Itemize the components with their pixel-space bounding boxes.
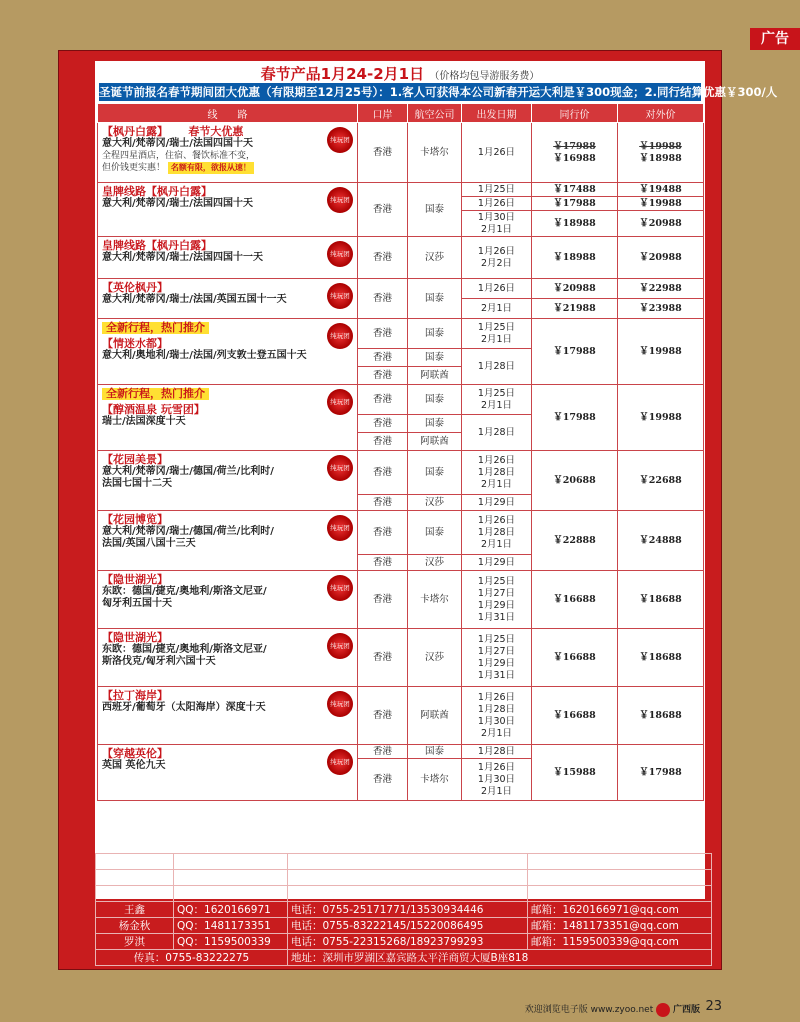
- port-cell: 香港: [358, 385, 408, 415]
- subtitle-text: （价格均包导游服务费）: [429, 71, 540, 82]
- route-name: 皇牌线路【枫丹白露】: [102, 185, 212, 198]
- date-line: 1月28日: [477, 526, 516, 538]
- table-row: [98, 687, 704, 745]
- contact-tel: 电话：0755-22315268/18923799293: [288, 934, 528, 950]
- trade-price-cell: ￥16688: [532, 687, 618, 745]
- date-line: 1月27日: [477, 645, 516, 657]
- date-line: 1月25日: [477, 575, 516, 587]
- route-cell: [98, 451, 358, 511]
- date-cell: 1月26日: [462, 123, 532, 183]
- date-cell: [462, 211, 532, 237]
- airline-cell: 国泰: [408, 451, 462, 495]
- site-text[interactable]: 欢迎浏览电子版 www.zyoo.net: [524, 1005, 654, 1015]
- col-route: 线 路: [98, 104, 358, 123]
- fax-text: 传真：0755-83222275: [96, 950, 288, 966]
- port-cell: 香港: [358, 319, 408, 349]
- port-cell: 香港: [358, 415, 408, 433]
- airline-cell: 卡塔尔: [408, 759, 462, 801]
- retail-price-cell: ￥19988: [618, 197, 704, 211]
- date-cell: 2月1日: [462, 299, 532, 319]
- route-desc: 意大利/奥地利/瑞士/法国/列支敦士登五国十天: [102, 350, 307, 361]
- trade-price-cell: ￥17488: [532, 183, 618, 197]
- retail-price-cell: ￥18688: [618, 571, 704, 629]
- contact-col-mail: 邮箱: [528, 854, 712, 870]
- date-cell: [462, 571, 532, 629]
- route-name: 【穿越英伦】: [102, 747, 168, 760]
- route-name: 【隐世湖光】: [102, 631, 168, 644]
- table-row: [98, 123, 704, 183]
- date-cell: 1月29日: [462, 495, 532, 511]
- airline-cell: 国泰: [408, 745, 462, 759]
- date-line: 2月1日: [480, 478, 513, 490]
- table-row: [98, 183, 704, 197]
- badge-icon: 纯玩团: [327, 283, 353, 309]
- route-extra: 春节大优惠: [188, 125, 244, 138]
- date-line: 1月31日: [477, 669, 516, 681]
- table-header: [98, 104, 704, 123]
- port-cell: 香港: [358, 687, 408, 745]
- table-row: [98, 237, 704, 279]
- promo-banner: 圣诞节前报名春节期间团大优惠（有限期至12月25号）：1.客人可获得本公司新春开运大利是￥300现金；2.同行结算优惠￥300/人: [99, 85, 778, 99]
- date-cell: 1月28日: [462, 415, 532, 451]
- contact-footer-row: [96, 950, 712, 966]
- date-cell: [462, 451, 532, 495]
- date-cell: 1月26日: [462, 279, 532, 299]
- date-cell: [462, 687, 532, 745]
- contact-mail[interactable]: 邮箱：1481173351@qq.com: [528, 918, 712, 934]
- contact-row: [96, 886, 712, 902]
- limited-note: 名额有限，欲报从速！: [168, 162, 254, 174]
- badge-icon: 纯玩团: [327, 749, 353, 775]
- airline-cell: 汉莎: [408, 629, 462, 687]
- port-cell: 香港: [358, 349, 408, 367]
- col-airline: 航空公司: [408, 104, 462, 123]
- port-cell: 香港: [358, 745, 408, 759]
- airline-cell: 卡塔尔: [408, 571, 462, 629]
- port-cell: 香港: [358, 495, 408, 511]
- price: ￥18988: [639, 152, 682, 164]
- retail-price-cell: ￥22988: [618, 279, 704, 299]
- date-cell: [462, 759, 532, 801]
- contact-qq: QQ：1481173351: [174, 918, 288, 934]
- port-cell: 香港: [358, 571, 408, 629]
- route-cell: [98, 571, 358, 629]
- contact-name: 卢兰花: [96, 870, 174, 886]
- route-desc: 斯洛伐克/匈牙利六国十天: [102, 656, 216, 667]
- contact-row: [96, 918, 712, 934]
- trade-price-cell: ￥22888: [532, 511, 618, 571]
- price: ￥16988: [553, 152, 596, 164]
- date-line: 1月26日: [477, 245, 516, 257]
- trade-price-cell: ￥15988: [532, 745, 618, 801]
- route-name: 皇牌线路【枫丹白露】: [102, 239, 212, 252]
- contact-tel: 电话：0755-25171772/13342999135: [288, 886, 528, 902]
- date-line: 1月30日: [477, 773, 516, 785]
- date-line: 1月28日: [477, 466, 516, 478]
- route-desc: 意大利/梵蒂冈/瑞士/法国四国十一天: [102, 252, 263, 263]
- route-desc: 意大利/梵蒂冈/瑞士/法国四国十天: [102, 198, 253, 209]
- table-row: [98, 279, 704, 299]
- route-desc: 匈牙利五国十天: [102, 598, 172, 609]
- trade-price-cell: ￥20988: [532, 279, 618, 299]
- route-desc: 英国 英伦九天: [102, 760, 166, 771]
- page-number: 23: [705, 999, 722, 1014]
- date-line: 1月26日: [477, 454, 516, 466]
- contact-col-name: 联系人: [96, 854, 174, 870]
- old-price: ￥19988: [639, 140, 682, 152]
- contact-mail[interactable]: 邮箱：1159500339@qq.com: [528, 934, 712, 950]
- trade-price-cell: ￥17988: [532, 197, 618, 211]
- route-cell: [98, 511, 358, 571]
- route-name: 【情迷水都】: [102, 337, 168, 350]
- retail-price-cell: ￥20988: [618, 211, 704, 237]
- date-cell: 1月25日: [462, 183, 532, 197]
- date-line: 2月1日: [480, 727, 513, 739]
- date-line: 2月1日: [480, 223, 513, 235]
- route-cell: [98, 629, 358, 687]
- airline-cell: 国泰: [408, 183, 462, 237]
- date-line: 1月31日: [477, 611, 516, 623]
- contact-name: 杨金秋: [96, 918, 174, 934]
- badge-icon: 纯玩团: [327, 633, 353, 659]
- airline-cell: 汉莎: [408, 237, 462, 279]
- airline-cell: 阿联酋: [408, 687, 462, 745]
- trade-price-cell: ￥21988: [532, 299, 618, 319]
- route-desc: 意大利/梵蒂冈/瑞士/法国四国十天: [102, 138, 253, 149]
- airline-cell: 卡塔尔: [408, 123, 462, 183]
- contact-col-qq: Q Q: [174, 854, 288, 870]
- date-line: 1月25日: [477, 387, 516, 399]
- date-line: 1月25日: [477, 633, 516, 645]
- date-line: 1月26日: [477, 691, 516, 703]
- contact-col-tel: 电话及手机: [288, 854, 528, 870]
- badge-icon: 纯玩团: [327, 187, 353, 213]
- contact-table: [95, 853, 712, 966]
- airline-cell: 国泰: [408, 385, 462, 415]
- airline-cell: 阿联酋: [408, 367, 462, 385]
- contact-tel: 电话：0755-25171771/13530934446: [288, 902, 528, 918]
- airline-cell: 汉莎: [408, 495, 462, 511]
- route-name: 【隐世湖光】: [102, 573, 168, 586]
- product-table: [97, 103, 704, 801]
- badge-icon: 纯玩团: [327, 241, 353, 267]
- route-cell: [98, 279, 358, 319]
- table-row: [98, 629, 704, 687]
- date-cell: [462, 319, 532, 349]
- route-desc: 西班牙/葡萄牙（太阳海岸）深度十天: [102, 702, 266, 713]
- ad-tag: 广告: [750, 28, 800, 50]
- brand-text: 广西版: [672, 1005, 700, 1015]
- airline-cell: 国泰: [408, 349, 462, 367]
- contact-row: [96, 902, 712, 918]
- route-desc: 法国/英国八国十三天: [102, 538, 196, 549]
- route-name: 【花园博览】: [102, 513, 168, 526]
- retail-price-cell: ￥19988: [618, 319, 704, 385]
- contact-name: 盘美婷: [96, 886, 174, 902]
- route-name: 【花园美景】: [102, 453, 168, 466]
- port-cell: 香港: [358, 511, 408, 555]
- route-cell: [98, 319, 358, 385]
- trade-price-cell: ￥17988: [532, 385, 618, 451]
- route-cell: [98, 123, 358, 183]
- port-cell: 香港: [358, 451, 408, 495]
- date-line: 1月30日: [477, 211, 516, 223]
- product-panel: [95, 61, 778, 899]
- col-trade-price: 同行价: [532, 104, 618, 123]
- port-cell: 香港: [358, 555, 408, 571]
- port-cell: 香港: [358, 183, 408, 237]
- port-cell: 香港: [358, 123, 408, 183]
- date-cell: 1月26日: [462, 197, 532, 211]
- airline-cell: 国泰: [408, 279, 462, 319]
- table-row: [98, 385, 704, 415]
- retail-price-cell: ￥23988: [618, 299, 704, 319]
- contact-header: [96, 854, 712, 870]
- contact-qq: QQ：1620166971: [174, 902, 288, 918]
- route-cell: [98, 687, 358, 745]
- airline-cell: 国泰: [408, 319, 462, 349]
- date-cell: [462, 385, 532, 415]
- retail-price-cell: ￥19988: [618, 385, 704, 451]
- contact-row: [96, 870, 712, 886]
- port-cell: 香港: [358, 237, 408, 279]
- contact-qq: QQ：1746610702: [174, 870, 288, 886]
- table-row: [98, 319, 704, 349]
- badge-icon: 纯玩团: [327, 389, 353, 415]
- contact-name: 罗淇: [96, 934, 174, 950]
- route-name: 【醇酒温泉 玩雪团】: [102, 403, 205, 416]
- table-row: [98, 745, 704, 759]
- badge-icon: 纯玩团: [327, 455, 353, 481]
- badge-icon: 纯玩团: [327, 127, 353, 153]
- route-note2: [102, 162, 357, 174]
- retail-price-cell: ￥18688: [618, 629, 704, 687]
- port-cell: 香港: [358, 367, 408, 385]
- badge-icon: 纯玩团: [327, 575, 353, 601]
- badge-icon: 纯玩团: [327, 323, 353, 349]
- col-date: 出发日期: [462, 104, 532, 123]
- date-line: 1月28日: [477, 703, 516, 715]
- date-cell: 1月28日: [462, 745, 532, 759]
- contact-qq: QQ：1372934335: [174, 886, 288, 902]
- date-line: 2月1日: [480, 785, 513, 797]
- route-name: 【英伦枫丹】: [102, 281, 168, 294]
- col-retail-price: 对外价: [618, 104, 704, 123]
- airline-cell: 阿联酋: [408, 433, 462, 451]
- date-line: 1月25日: [477, 321, 516, 333]
- airline-cell: 国泰: [408, 415, 462, 433]
- bottom-bar: [525, 1002, 700, 1017]
- contact-tel: 电话：0755-83222145/15220086495: [288, 918, 528, 934]
- date-line: 1月30日: [477, 715, 516, 727]
- badge-icon: 纯玩团: [327, 515, 353, 541]
- retail-price-cell: ￥20988: [618, 237, 704, 279]
- date-line: 2月1日: [480, 333, 513, 345]
- route-name-text: 【枫丹白露】: [102, 125, 163, 138]
- badge-icon: 纯玩团: [327, 691, 353, 717]
- old-price: ￥17988: [553, 140, 596, 152]
- trade-price-cell: ￥16688: [532, 629, 618, 687]
- airline-cell: 国泰: [408, 511, 462, 555]
- route-desc: 东欧：德国/捷克/奥地利/斯洛文尼亚/: [102, 586, 267, 597]
- date-line: 1月27日: [477, 587, 516, 599]
- route-desc: 意大利/梵蒂冈/瑞士/德国/荷兰/比利时/: [102, 526, 274, 537]
- date-cell: [462, 511, 532, 555]
- route-desc: 法国七国十二天: [102, 478, 172, 489]
- date-line: 1月26日: [477, 761, 516, 773]
- route-desc: 东欧：德国/捷克/奥地利/斯洛文尼亚/: [102, 644, 267, 655]
- date-line: 2月2日: [480, 257, 513, 269]
- contact-tel: 电话：0755-25171773/13715062786: [288, 870, 528, 886]
- page-title: [95, 63, 705, 84]
- brand-logo-icon: [656, 1003, 670, 1017]
- retail-price-cell: ￥19488: [618, 183, 704, 197]
- route-cell: [98, 745, 358, 801]
- trade-price-cell: ￥18988: [532, 237, 618, 279]
- contact-mail[interactable]: 邮箱：1620166971@qq.com: [528, 902, 712, 918]
- contact-row: [96, 934, 712, 950]
- date-line: 1月29日: [477, 599, 516, 611]
- route-name: [102, 126, 357, 138]
- trade-price-cell: ￥18988: [532, 211, 618, 237]
- date-line: 2月1日: [480, 399, 513, 411]
- date-cell: 1月28日: [462, 349, 532, 385]
- table-row: [98, 511, 704, 555]
- hot-tag: 全新行程，热门推介: [102, 388, 209, 400]
- port-cell: 香港: [358, 759, 408, 801]
- table-row: [98, 571, 704, 629]
- retail-price-cell: [618, 123, 704, 183]
- ad-frame: [58, 50, 778, 970]
- port-cell: 香港: [358, 629, 408, 687]
- route-cell: [98, 385, 358, 451]
- date-cell: 1月29日: [462, 555, 532, 571]
- retail-price-cell: ￥17988: [618, 745, 704, 801]
- trade-price-cell: ￥16688: [532, 571, 618, 629]
- route-note: 全程四星酒店，住宿、餐饮标准不变，: [102, 151, 256, 161]
- contact-mail[interactable]: 邮箱：1372934335@qq.com: [528, 886, 712, 902]
- address-text: 地址：深圳市罗湖区嘉宾路太平洋商贸大厦B座818: [288, 950, 712, 966]
- date-cell: [462, 237, 532, 279]
- retail-price-cell: ￥18688: [618, 687, 704, 745]
- trade-price-cell: ￥17988: [532, 319, 618, 385]
- date-line: 2月1日: [480, 538, 513, 550]
- trade-price-cell: ￥20688: [532, 451, 618, 511]
- port-cell: 香港: [358, 279, 408, 319]
- table-row: [98, 451, 704, 495]
- contact-name: 王鑫: [96, 902, 174, 918]
- route-cell: [98, 237, 358, 279]
- route-desc: 意大利/梵蒂冈/瑞士/法国/英国五国十一天: [102, 294, 287, 305]
- title-text: 春节产品1月24-2月1日: [260, 65, 425, 83]
- route-note2-text: 但价钱更实惠！: [102, 163, 166, 173]
- route-name: 【拉丁海岸】: [102, 689, 168, 702]
- hot-tag: 全新行程，热门推介: [102, 322, 209, 334]
- date-cell: [462, 629, 532, 687]
- retail-price-cell: ￥24888: [618, 511, 704, 571]
- contact-qq: QQ：1159500339: [174, 934, 288, 950]
- retail-price-cell: ￥22688: [618, 451, 704, 511]
- route-cell: [98, 183, 358, 237]
- airline-cell: 汉莎: [408, 555, 462, 571]
- trade-price-cell: [532, 123, 618, 183]
- date-line: 1月29日: [477, 657, 516, 669]
- contact-mail[interactable]: 邮箱：1746610702@qq.com: [528, 870, 712, 886]
- col-port: 口岸: [358, 104, 408, 123]
- date-line: 1月26日: [477, 514, 516, 526]
- port-cell: 香港: [358, 433, 408, 451]
- route-desc: 意大利/梵蒂冈/瑞士/德国/荷兰/比利时/: [102, 466, 274, 477]
- route-desc: 瑞士/法国深度十天: [102, 416, 186, 427]
